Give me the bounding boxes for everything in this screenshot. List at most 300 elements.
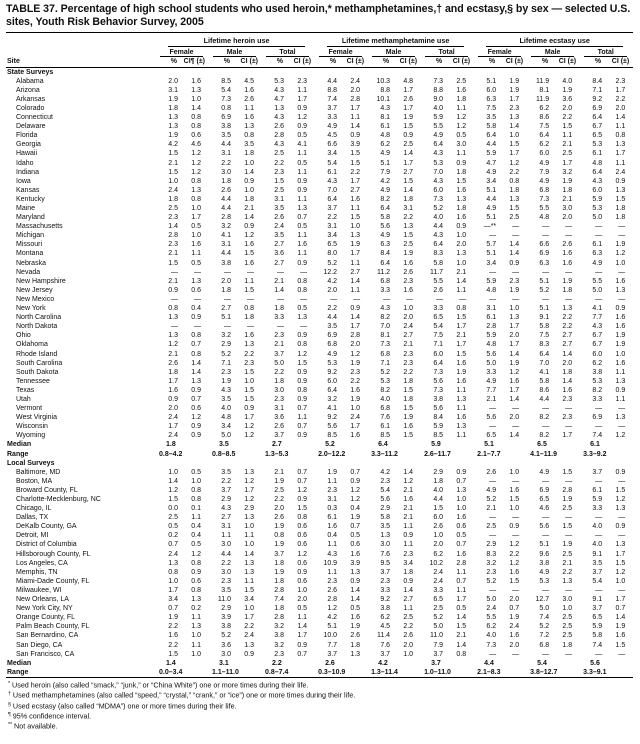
value-cell: 3.8 [274,632,284,640]
site-cell: Miami-Dade County, FL [16,577,90,585]
value-cell: 1.8 [562,641,573,649]
value-cell: 2.9 [221,496,231,503]
value-cell: 1.9 [168,95,178,103]
value-cell: — [489,232,497,240]
value-cell: 2.9 [221,341,231,349]
value-cell: 1.3 [615,505,626,513]
table-row [6,422,633,431]
value-cell: 2.9 [433,468,444,476]
value-cell: 1.3 [244,641,254,649]
value-cell: — [194,268,201,276]
value-cell: 6.4 [433,359,444,367]
value-cell: 1.5 [562,523,573,531]
value-cell: 9.2 [592,95,603,103]
value-cell: 1.4 [350,596,361,604]
value-cell: 1.5 [403,232,414,240]
value-cell: 1.2 [191,150,201,158]
value-cell: 6.2 [486,623,497,631]
value-cell: 1.2 [297,486,308,494]
value-cell: — [542,650,550,658]
value-cell: 5.2 [486,577,497,585]
value-cell: 2.0 [168,405,178,413]
value-cell: 3.7 [380,568,391,576]
value-cell: 1.5 [244,395,254,403]
value-cell: 0.9 [168,286,178,294]
value-cell: — [595,650,603,658]
footnote-text: Not available. [12,721,58,731]
value-cell: 2.5 [562,632,573,640]
value-cell: 7.3 [433,77,444,85]
median-row-value: 2.6 [325,659,335,667]
value-cell: 0.5 [297,132,308,140]
value-cell: 7.4 [274,596,284,604]
value-cell: 2.3 [509,104,520,112]
value-cell: 2.1 [244,205,254,212]
value-cell: — [277,268,284,276]
range-row-value: 0.8–7.4 [265,668,289,676]
value-cell: 1.5 [403,386,414,394]
median-row-label: Median [7,659,32,667]
value-cell: 3.7 [327,650,338,658]
value-cell: 0.7 [191,395,201,403]
value-cell: 1.1 [191,614,201,622]
median-row-value: 2.7 [272,441,282,449]
value-cell: 1.0 [244,159,254,167]
value-cell: 0.9 [191,423,201,431]
value-cell: 1.6 [456,514,467,522]
value-cell: 3.3 [433,305,444,313]
value-cell: 0.9 [297,641,308,649]
value-cell: 2.2 [509,168,520,176]
value-cell: 1.8 [403,377,414,385]
value-cell: 2.0 [562,214,573,222]
value-cell: 2.3 [274,395,284,403]
median-row [6,659,633,668]
value-cell: 1.0 [456,259,467,267]
table-row [6,650,633,659]
value-cell: 1.5 [244,250,254,258]
footnote-marker: ** [8,721,13,728]
site-cell: Palm Beach County, FL [16,623,90,631]
value-cell: 5.2 [539,286,550,294]
value-cell: 2.4 [350,77,361,85]
value-cell: 6.4 [486,132,497,140]
value-cell: 4.4 [221,195,231,203]
value-cell: 4.7 [274,95,284,103]
value-cell: 11.2 [376,268,391,276]
table-row [6,404,633,413]
value-cell: 1.9 [403,250,414,258]
value-cell: 3.5 [274,232,284,240]
value-cell: 6.3 [486,95,497,103]
value-cell: 2.5 [456,77,467,85]
value-cell: 1.9 [403,114,414,122]
value-cell: 2.8 [327,596,338,604]
value-cell: 1.3 [297,205,308,212]
value-cell: 3.1 [221,523,231,531]
value-cell: 3.5 [380,523,391,531]
value-cell: 1.0 [191,205,201,212]
site-cell: Wisconsin [16,423,48,431]
site-cell: District of Columbia [16,541,77,549]
value-cell: 5.3 [274,77,284,85]
value-cell: 1.5 [562,468,573,476]
value-cell: 4.4 [327,77,338,85]
value-cell: 5.1 [486,186,497,194]
value-cell: 0.8 [191,123,201,131]
value-cell: 2.5 [274,486,284,494]
value-cell: 9.2 [327,368,338,376]
site-cell: Missouri [16,241,43,249]
value-cell: 2.2 [221,159,231,167]
value-cell: 0.9 [191,568,201,576]
section-row [6,459,633,468]
value-cell: 4.3 [221,505,231,513]
percent-header: % [262,57,286,68]
value-cell: 0.6 [297,541,308,549]
value-cell: 1.9 [615,623,626,631]
section-label: State Surveys [7,68,54,76]
site-cell: Massachusetts [16,223,63,231]
value-cell: 1.4 [509,350,520,358]
value-cell: 1.9 [350,395,361,403]
value-cell: 0.5 [168,523,178,531]
value-cell: 2.5 [562,505,573,513]
value-cell: 2.1 [403,505,414,513]
value-cell: 1.3 [244,568,254,576]
value-cell: 1.7 [509,341,520,349]
site-cell: Milwaukee, WI [16,586,62,594]
value-cell: 10.1 [376,95,391,103]
value-cell: 5.9 [592,623,603,631]
range-row-label: Range [7,450,29,458]
median-row-value: 4.4 [484,659,494,667]
value-cell: 2.8 [274,614,284,622]
range-row-value: 1.1–11.0 [212,668,239,676]
value-cell: 1.0 [509,468,520,476]
value-cell: 7.4 [592,641,603,649]
value-cell: 1.0 [615,259,626,267]
value-cell: 1.1 [403,541,414,549]
value-cell: 1.9 [168,132,178,140]
value-cell: 3.2 [274,623,284,631]
value-cell: 4.9 [380,232,391,240]
value-cell: 3.1 [168,86,178,94]
value-cell: 1.6 [509,486,520,494]
value-cell: 0.8 [221,104,231,112]
value-cell: 1.8 [562,286,573,294]
value-cell: 1.7 [615,550,626,558]
value-cell: 5.2 [221,350,231,358]
value-cell: 2.3 [168,214,178,222]
value-cell: 1.7 [456,323,467,331]
value-cell: 8.3 [433,250,444,258]
value-cell: 1.5 [350,159,361,167]
value-cell: 0.5 [350,605,361,613]
value-cell: 2.9 [244,505,254,513]
value-cell: 5.1 [539,541,550,549]
range-row-label: Range [7,668,29,676]
value-cell: 5.5 [539,205,550,212]
table-row [6,159,633,168]
value-cell: 5.2 [380,368,391,376]
value-cell: 4.4 [433,496,444,503]
value-cell: 1.0 [244,541,254,549]
value-cell: 6.1 [380,423,391,431]
value-cell: 5.0 [274,359,284,367]
value-cell: 4.9 [539,159,550,167]
value-cell: 1.4 [297,623,308,631]
subheader-female: Female [315,47,368,57]
value-cell: 1.0 [615,577,626,585]
value-cell: 1.9 [562,496,573,503]
value-cell: 5.2 [433,614,444,622]
value-cell: 4.6 [191,141,201,149]
value-cell: 1.5 [615,559,626,567]
value-cell: 0.7 [297,405,308,413]
value-cell: — [618,295,626,303]
range-row-value: 3.3–9.2 [583,450,607,458]
value-cell: 1.8 [403,195,414,203]
value-cell: 0.8 [615,132,626,140]
value-cell: 2.7 [562,332,573,340]
value-cell: 4.3 [274,86,284,94]
value-cell: 2.6 [562,241,573,249]
value-cell: 5.6 [433,405,444,413]
value-cell: 1.1 [403,523,414,531]
value-cell: 7.3 [433,368,444,376]
value-cell: 2.5 [274,186,284,194]
value-cell: 1.1 [456,150,467,158]
value-cell: 0.8 [456,305,467,313]
value-cell: 2.1 [403,514,414,522]
value-cell: 5.6 [539,523,550,531]
table-row [6,377,633,386]
value-cell: 5.8 [539,323,550,331]
value-cell: 1.5 [403,405,414,413]
site-cell: Michigan [16,232,45,240]
value-cell: 0.5 [297,305,308,313]
value-cell: 2.6 [168,359,178,367]
value-cell: 2.7 [403,168,414,176]
value-cell: 1.2 [327,605,338,613]
table-row [6,386,633,395]
value-cell: 0.8 [191,114,201,122]
value-cell: 2.3 [403,359,414,367]
median-row-label: Median [7,441,32,449]
range-row [6,668,633,678]
site-cell: Los Angeles, CA [16,559,68,567]
value-cell: 0.5 [456,605,467,613]
value-cell: 1.3 [615,286,626,294]
value-cell: 1.1 [327,477,338,485]
value-cell: 7.9 [433,641,444,649]
value-cell: 1.3 [562,305,573,313]
value-cell: 2.2 [168,623,178,631]
value-cell: 0.9 [191,386,201,394]
value-cell: 1.7 [350,323,361,331]
value-cell: 6.4 [539,132,550,140]
value-cell: 8.4 [433,414,444,422]
value-cell: 3.7 [380,650,391,658]
value-cell: 1.2 [191,159,201,167]
value-cell: 4.3 [592,323,603,331]
value-cell: 7.2 [539,632,550,640]
value-cell: 1.0 [244,377,254,385]
value-cell: 1.5 [615,195,626,203]
value-cell: — [224,295,231,303]
value-cell: 1.3 [456,423,467,431]
value-cell: 4.3 [327,550,338,558]
value-cell: 6.0 [486,86,497,94]
value-cell: 2.3 [562,395,573,403]
value-cell: — [489,423,497,431]
value-cell: 5.6 [380,496,391,503]
table-row [6,559,633,568]
median-row-value: 2.2 [272,659,282,667]
value-cell: 2.5 [562,623,573,631]
value-cell: 1.7 [350,104,361,112]
value-cell: 0.2 [191,605,201,613]
value-cell: 1.5 [297,505,308,513]
value-cell: 2.3 [221,577,231,585]
range-row-value: 3.3–11.2 [371,450,398,458]
median-row-value: 5.1 [484,441,494,449]
value-cell: — [595,232,603,240]
value-cell: 6.9 [592,104,603,112]
value-cell: 6.9 [539,250,550,258]
site-cell: Rhode Island [16,350,58,358]
value-cell: 1.0 [562,605,573,613]
value-cell: 1.6 [615,323,626,331]
table-row [6,368,633,377]
value-cell: 1.3 [191,186,201,194]
table-row [6,204,633,213]
value-cell: 7.7 [327,641,338,649]
value-cell: 3.4 [327,150,338,158]
value-cell: 2.4 [433,577,444,585]
group-header-ecstasy: Lifetime ecstasy use [474,32,633,47]
value-cell: 1.1 [297,150,308,158]
value-cell: 1.6 [350,386,361,394]
value-cell: 4.4 [539,395,550,403]
value-cell: 0.4 [350,505,361,513]
value-cell: 8.6 [539,114,550,122]
value-cell: 0.9 [615,305,626,313]
value-cell: 3.0 [221,650,231,658]
value-cell: — [542,532,550,540]
table-row [6,550,633,559]
value-cell: 8.5 [380,432,391,440]
value-cell: 9.0 [433,95,444,103]
median-row-value: 3.1 [219,659,229,667]
value-cell: 1.1 [244,104,254,112]
value-cell: 1.1 [350,114,361,122]
range-row-value: 2.6–11.7 [424,450,451,458]
value-cell: 0.8 [244,305,254,313]
value-cell: 1.1 [191,514,201,522]
value-cell: — [224,323,231,331]
value-cell: 4.9 [486,168,497,176]
value-cell: — [300,268,308,276]
value-cell: 1.6 [456,414,467,422]
value-cell: 4.1 [539,368,550,376]
value-cell: — [618,423,626,431]
value-cell: 3.2 [221,332,231,340]
value-cell: — [512,295,520,303]
value-cell: 1.4 [244,550,254,558]
value-cell: 3.5 [327,323,338,331]
value-cell: 0.7 [456,541,467,549]
value-cell: 0.9 [297,377,308,385]
value-cell: 1.8 [274,605,284,613]
value-cell: 0.8 [191,586,201,594]
range-row-value: 1.3–5.3 [265,450,289,458]
range-row-value: 2.0–12.2 [318,450,346,458]
value-cell: 3.2 [274,641,284,649]
value-cell: 2.1 [168,159,178,167]
value-cell: 0.9 [297,123,308,131]
value-cell: 0.7 [350,523,361,531]
value-cell: 1.0 [509,505,520,513]
value-cell: 9.1 [592,596,603,604]
value-cell: 1.3 [615,414,626,422]
value-cell: 1.3 [380,532,391,540]
value-cell: 0.5 [191,223,201,231]
value-cell: 1.9 [274,541,284,549]
yrbs-table [6,32,633,678]
value-cell: 0.5 [297,605,308,613]
value-cell: 6.2 [539,104,550,112]
value-cell: 5.8 [380,214,391,222]
value-cell: 1.5 [509,496,520,503]
ci-header: CI (±) [233,57,262,68]
range-row-value: 2.1–7.7 [477,450,501,458]
site-cell: San Bernardino, CA [16,632,79,640]
value-cell: 1.6 [168,386,178,394]
value-cell: 0.7 [297,477,308,485]
value-cell: 1.9 [327,468,338,476]
value-cell: 2.0 [274,505,284,513]
value-cell: 2.2 [221,559,231,567]
value-cell: 1.7 [168,423,178,431]
value-cell: 4.3 [327,177,338,185]
value-cell: 1.3 [615,186,626,194]
value-cell: 7.6 [380,641,391,649]
value-cell: 2.0 [509,596,520,604]
value-cell: 3.8 [539,559,550,567]
footnotes [6,680,634,730]
ci-header: CI (±) [392,57,421,68]
value-cell: 4.9 [539,468,550,476]
value-cell: 4.3 [221,386,231,394]
value-cell: 5.6 [433,377,444,385]
table-row [6,604,633,613]
value-cell: 2.5 [403,141,414,149]
value-cell: — [595,532,603,540]
value-cell: 1.4 [191,368,201,376]
value-cell: 6.2 [539,141,550,149]
value-cell: 7.0 [539,359,550,367]
value-cell: 1.4 [168,477,178,485]
value-cell: 3.0 [562,205,573,212]
value-cell: 1.6 [562,386,573,394]
site-cell: Ohio [16,332,31,340]
value-cell: 8.5 [433,432,444,440]
value-cell: 2.7 [274,241,284,249]
value-cell: 1.4 [562,350,573,358]
value-cell: 2.0 [221,277,231,285]
